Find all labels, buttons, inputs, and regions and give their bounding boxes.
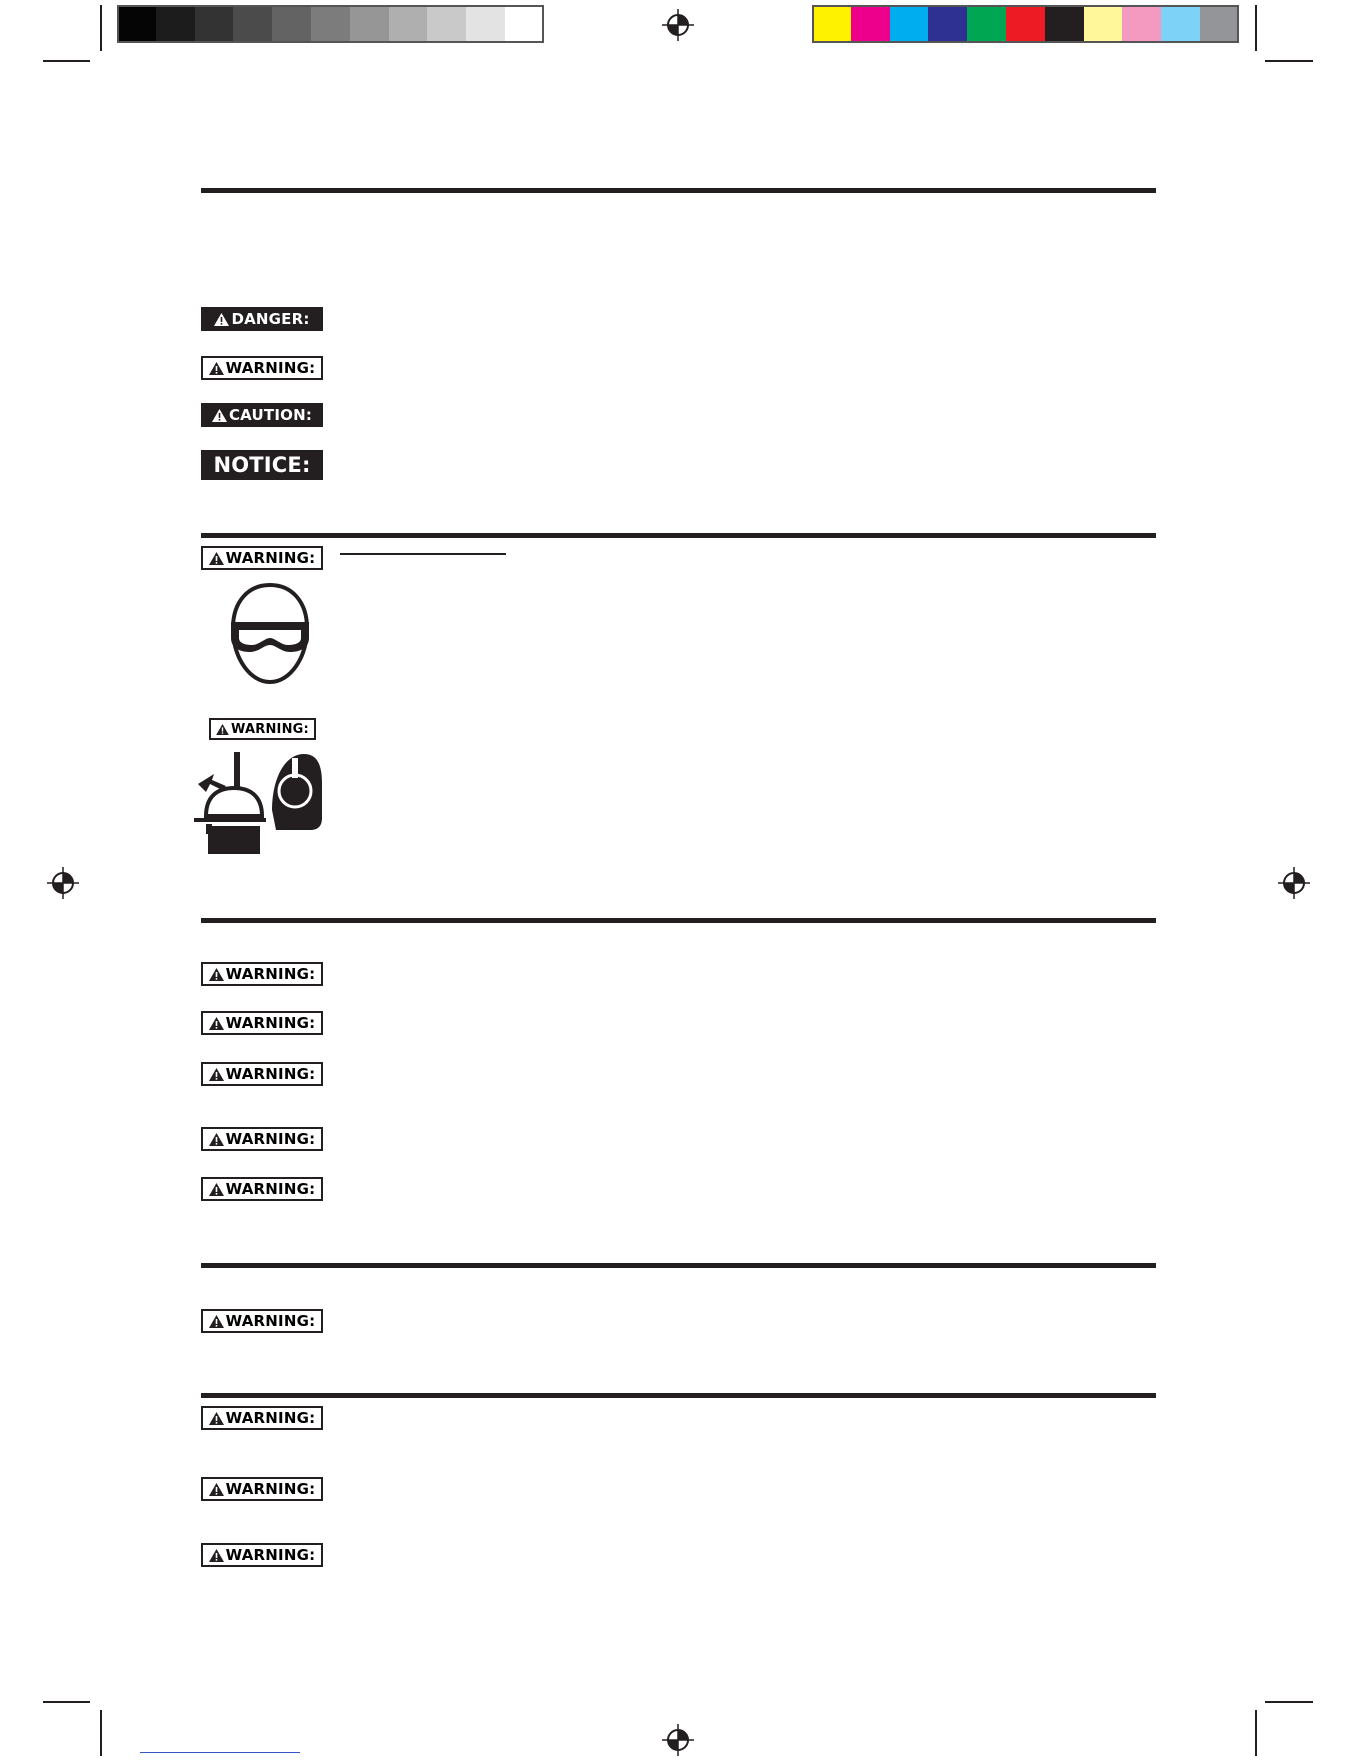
caution-label-text: CAUTION:: [228, 406, 313, 424]
alert-triangle-icon: [209, 1068, 224, 1081]
warning-label: [201, 1011, 323, 1035]
alert-triangle-icon: [209, 552, 224, 565]
alert-triangle-icon: [209, 1412, 224, 1425]
crop-mark: [43, 60, 90, 62]
registration-mark-icon: [47, 867, 79, 899]
footer-underline: [140, 1752, 300, 1753]
section-rule: [201, 533, 1156, 538]
caution-label: [201, 403, 323, 427]
warning-label-text: WARNING:: [225, 965, 316, 983]
crop-mark: [100, 5, 102, 51]
alert-triangle-icon: [209, 1315, 224, 1328]
warning-label-text: WARNING:: [231, 721, 309, 737]
warning-label: [201, 1543, 323, 1567]
gray-swatch-frame: [117, 5, 544, 43]
warning-label: [201, 1309, 323, 1333]
crop-mark: [1265, 1701, 1313, 1703]
subheading-underline: [340, 553, 506, 555]
warning-label-text: WARNING:: [225, 1130, 316, 1148]
notice-label: [201, 450, 323, 480]
alert-triangle-icon: [209, 1017, 224, 1030]
alert-triangle-icon: [216, 724, 229, 735]
safety-glasses-face-icon: [228, 582, 312, 685]
process-color-swatch-frame: [812, 5, 1239, 43]
danger-label: [201, 307, 323, 331]
warning-label-text: WARNING:: [225, 1014, 316, 1032]
alert-triangle-icon: [212, 409, 227, 422]
warning-label: [209, 718, 316, 740]
registration-mark-icon: [1278, 867, 1310, 899]
grayscale-color-bar: [117, 0, 545, 48]
warning-label: [201, 1477, 323, 1501]
alert-triangle-icon: [209, 1483, 224, 1496]
notice-label-text: NOTICE:: [213, 453, 311, 477]
alert-triangle-icon: [214, 313, 229, 326]
alert-triangle-icon: [209, 1183, 224, 1196]
warning-label: [201, 546, 323, 570]
alert-triangle-icon: [209, 1133, 224, 1146]
crop-mark: [1255, 1710, 1257, 1756]
alert-triangle-icon: [209, 362, 224, 375]
warning-label-text: WARNING:: [225, 1480, 316, 1498]
warning-label: [201, 1127, 323, 1151]
warning-label: [201, 1177, 323, 1201]
section-rule: [201, 1393, 1156, 1398]
crop-mark: [100, 1710, 102, 1756]
warning-label-text: WARNING:: [225, 359, 316, 377]
process-color-bar: [812, 0, 1240, 48]
danger-label-text: DANGER:: [231, 310, 310, 328]
warning-label: [201, 1406, 323, 1430]
alert-triangle-icon: [209, 1549, 224, 1562]
warning-label-text: WARNING:: [225, 1312, 316, 1330]
warning-label-text: WARNING:: [225, 549, 316, 567]
warning-label-text: WARNING:: [225, 1546, 316, 1564]
section-rule: [201, 1263, 1156, 1268]
section-rule: [201, 918, 1156, 923]
crop-mark: [1265, 60, 1313, 62]
warning-label: [201, 356, 323, 380]
alert-triangle-icon: [209, 968, 224, 981]
registration-mark-icon: [662, 9, 694, 41]
crop-mark: [43, 1701, 90, 1703]
warning-label-text: WARNING:: [225, 1065, 316, 1083]
section-rule: [201, 188, 1156, 193]
crop-mark: [1255, 5, 1257, 51]
warning-label: [201, 1062, 323, 1086]
hearing-and-respiratory-protection-icon: [192, 750, 324, 856]
warning-label-text: WARNING:: [225, 1180, 316, 1198]
warning-label: [201, 962, 323, 986]
warning-label-text: WARNING:: [225, 1409, 316, 1427]
registration-mark-icon: [662, 1724, 694, 1756]
